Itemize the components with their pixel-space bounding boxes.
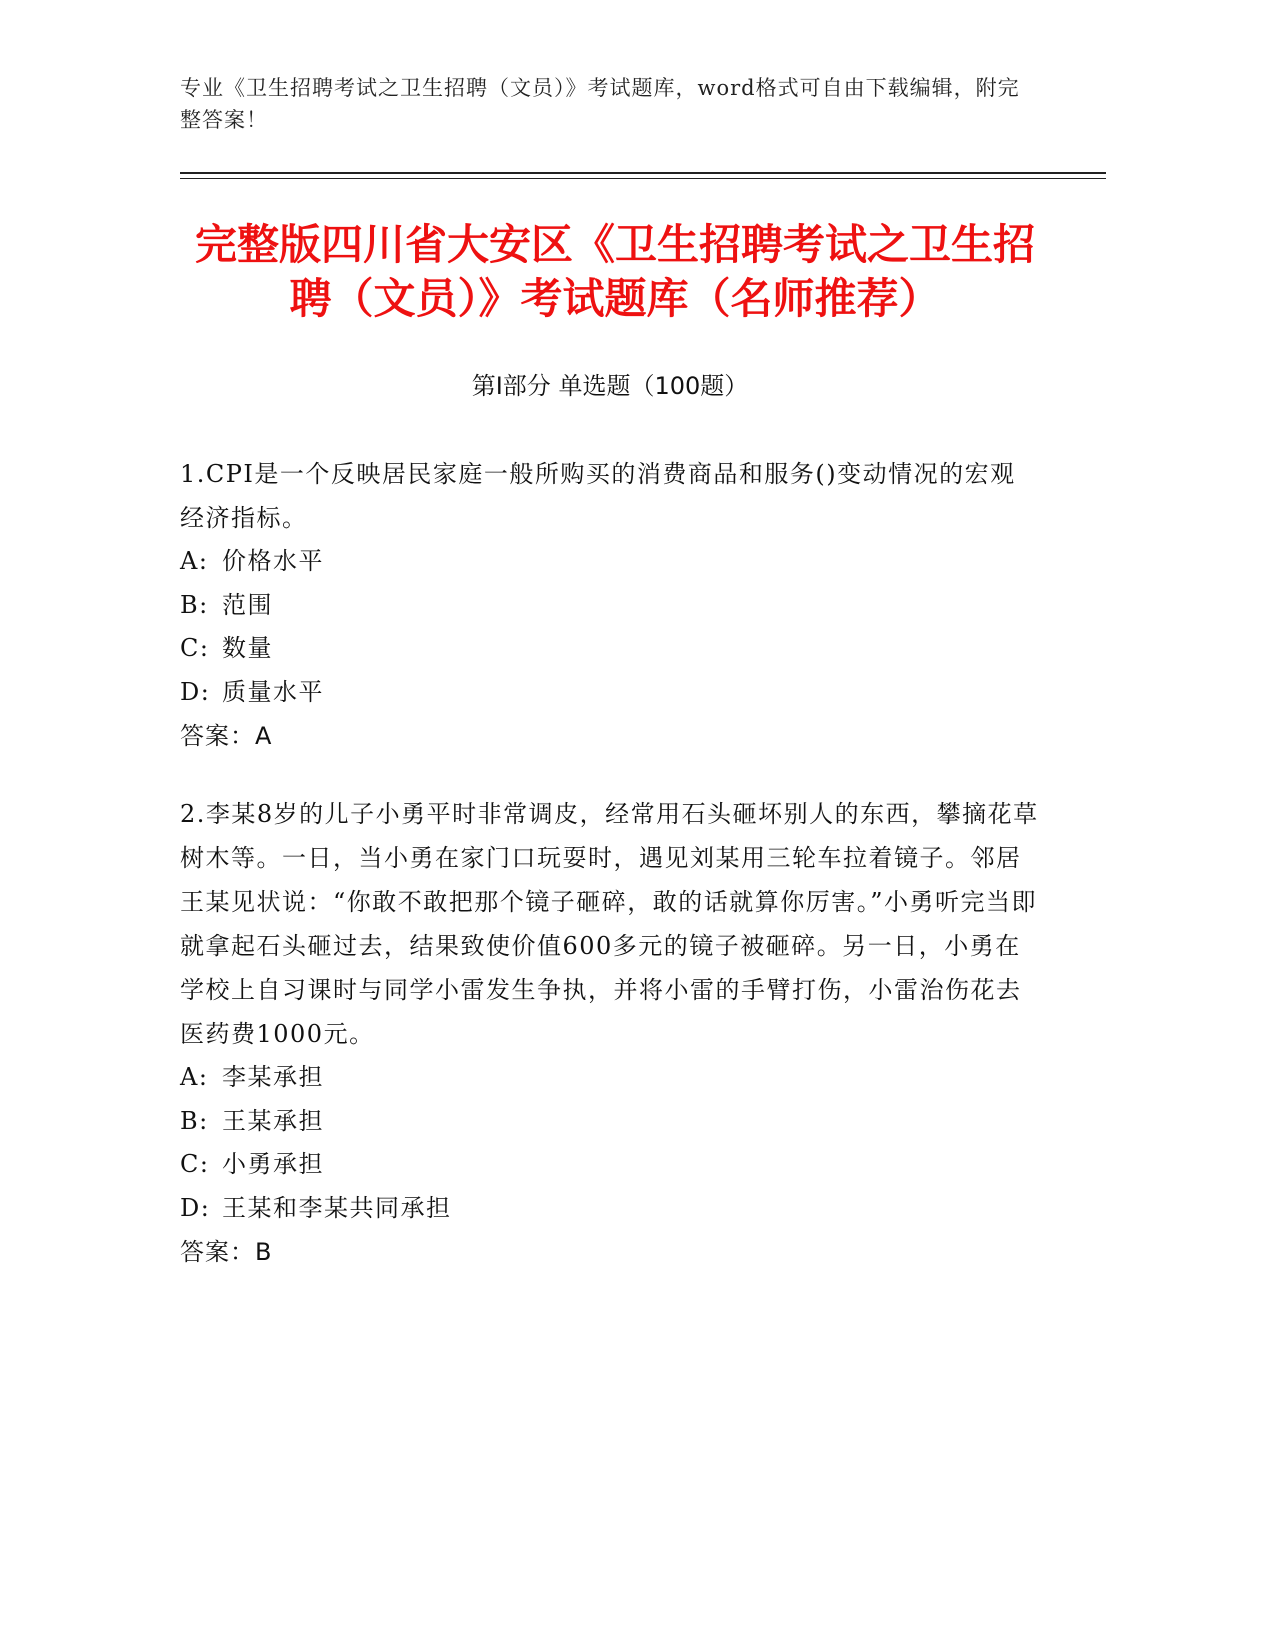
- option-d: [180, 671, 1040, 715]
- document-title: 完整版四川省大安区《卫生招聘考试之卫生招聘（文员）》考试题库（名师推荐）: [194, 220, 1035, 323]
- option-text: 质量水平: [222, 677, 324, 706]
- option-text: 小勇承担: [222, 1150, 324, 1178]
- header-divider-thin: [180, 178, 1106, 179]
- question-stem: 1.CPI是一个反映居民家庭一般所购买的消费商品和服务()变动情况的宏观经济指标。: [180, 460, 1016, 532]
- question-list: [180, 452, 1040, 1308]
- section-title: 第Ⅰ部分 单选题（100题）: [471, 372, 749, 400]
- option-a: [180, 1056, 1040, 1100]
- option-a: [180, 540, 1040, 584]
- option-b: [180, 1100, 1040, 1144]
- option-key: B:: [180, 1106, 209, 1135]
- answer-line: 答案：B: [180, 1238, 273, 1266]
- option-c: [180, 627, 1040, 671]
- option-d: [180, 1187, 1040, 1231]
- header-divider-thick: [180, 172, 1106, 174]
- option-text: 王某和李某共同承担: [222, 1193, 452, 1222]
- header-note: 专业《卫生招聘考试之卫生招聘（文员）》考试题库，word格式可自由下载编辑，附完整答案！: [180, 76, 1020, 132]
- question-2: [180, 792, 1040, 1274]
- option-key: D:: [180, 1193, 211, 1222]
- option-text: 李某承担: [222, 1063, 324, 1091]
- option-text: 价格水平: [222, 547, 324, 575]
- question-stem: 2.李某8岁的儿子小勇平时非常调皮，经常用石头砸坏别人的东西，攀摘花草树木等。一日，当小勇在家门口玩耍时，遇见刘某用三轮车拉着镜子。邻居王某见状说：“你敢不敢把那个镜子砸碎，敢的话就算你厉害。”小勇听完当即就拿起石头砸过去，结果致使价值600多元的镜子被砸碎。另一日，小勇在学校上自习课时与同学小雷发生争执，并将小雷的手臂打伤，小雷治伤花去医药费1000元。: [180, 800, 1039, 1048]
- option-key: D:: [180, 677, 211, 706]
- option-text: 数量: [222, 634, 273, 662]
- option-key: B:: [180, 590, 209, 619]
- option-key: C:: [180, 1150, 210, 1178]
- option-c: [180, 1143, 1040, 1187]
- question-1: [180, 452, 1040, 758]
- option-b: [180, 584, 1040, 628]
- option-key: A:: [180, 547, 209, 575]
- option-text: 范围: [222, 590, 273, 619]
- answer-line: 答案：A: [180, 722, 273, 750]
- option-text: 王某承担: [222, 1106, 324, 1135]
- option-key: C:: [180, 634, 210, 662]
- option-key: A:: [180, 1063, 209, 1091]
